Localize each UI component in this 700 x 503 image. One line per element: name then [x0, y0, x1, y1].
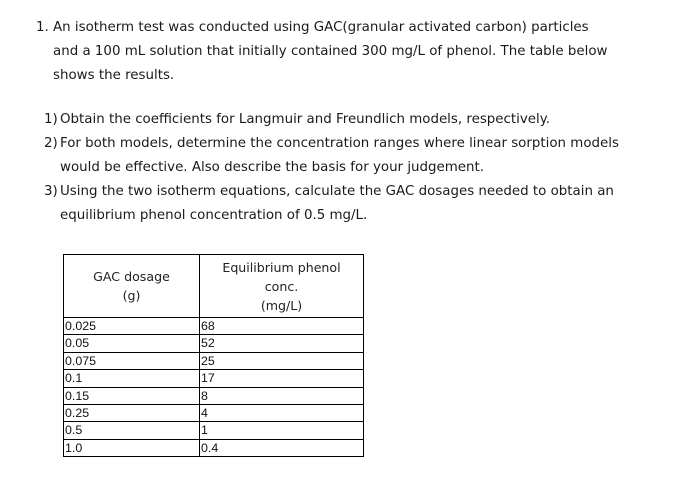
- conc-cell: 1: [200, 422, 364, 439]
- header-gac-dosage: GAC dosage (g): [64, 255, 200, 318]
- subquestion-index: 2): [44, 136, 58, 151]
- problem-line-2: and a 100 mL solution that initially contained 300 mg/L of phenol. The table below: [53, 44, 608, 59]
- subquestion-2: 2) For both models, determine the concentration ranges where linear sorption models would be effective. Also describe the basis for your judgement.: [44, 132, 666, 180]
- table-row: [64, 405, 364, 422]
- conc-cell: 0.4: [200, 439, 364, 456]
- table-row: [64, 352, 364, 369]
- conc-cell: 68: [200, 318, 364, 335]
- dosage-cell: 0.075: [64, 352, 200, 369]
- conc-cell: 17: [200, 370, 364, 387]
- subquestion-1: 1) Obtain the coefficients for Langmuir and Freundlich models, respectively.: [44, 108, 666, 132]
- isotherm-results-table: [63, 254, 364, 457]
- table-row: [64, 370, 364, 387]
- subquestion-index: 3): [44, 184, 58, 199]
- dosage-cell: 0.5: [64, 422, 200, 439]
- conc-cell: 52: [200, 335, 364, 352]
- dosage-cell: 0.15: [64, 387, 200, 404]
- table-row: [64, 422, 364, 439]
- subquestion-3: 3) Using the two isotherm equations, calculate the GAC dosages needed to obtain an equilibrium phenol concentration of 0.5 mg/L.: [44, 180, 666, 228]
- conc-cell: 4: [200, 405, 364, 422]
- dosage-cell: 1.0: [64, 439, 200, 456]
- problem-line-1: 1. An isotherm test was conducted using GAC(granular activated carbon) particles: [36, 16, 666, 40]
- results-table-wrapper: [63, 254, 364, 457]
- table-row: [64, 318, 364, 335]
- dosage-cell: 0.025: [64, 318, 200, 335]
- dosage-cell: 0.1: [64, 370, 200, 387]
- table-row: [64, 335, 364, 352]
- problem-line-3: shows the results.: [53, 68, 175, 83]
- header-equilibrium-conc: Equilibrium phenol conc. (mg/L): [200, 255, 364, 318]
- subquestion-list: [44, 108, 666, 228]
- table-header-row: [64, 255, 364, 318]
- table-row: [64, 387, 364, 404]
- dosage-cell: 0.25: [64, 405, 200, 422]
- dosage-cell: 0.05: [64, 335, 200, 352]
- conc-cell: 25: [200, 352, 364, 369]
- conc-cell: 8: [200, 387, 364, 404]
- problem-number: 1.: [36, 20, 49, 35]
- problem-statement: [36, 16, 666, 88]
- table-row: [64, 439, 364, 456]
- subquestion-index: 1): [44, 112, 58, 127]
